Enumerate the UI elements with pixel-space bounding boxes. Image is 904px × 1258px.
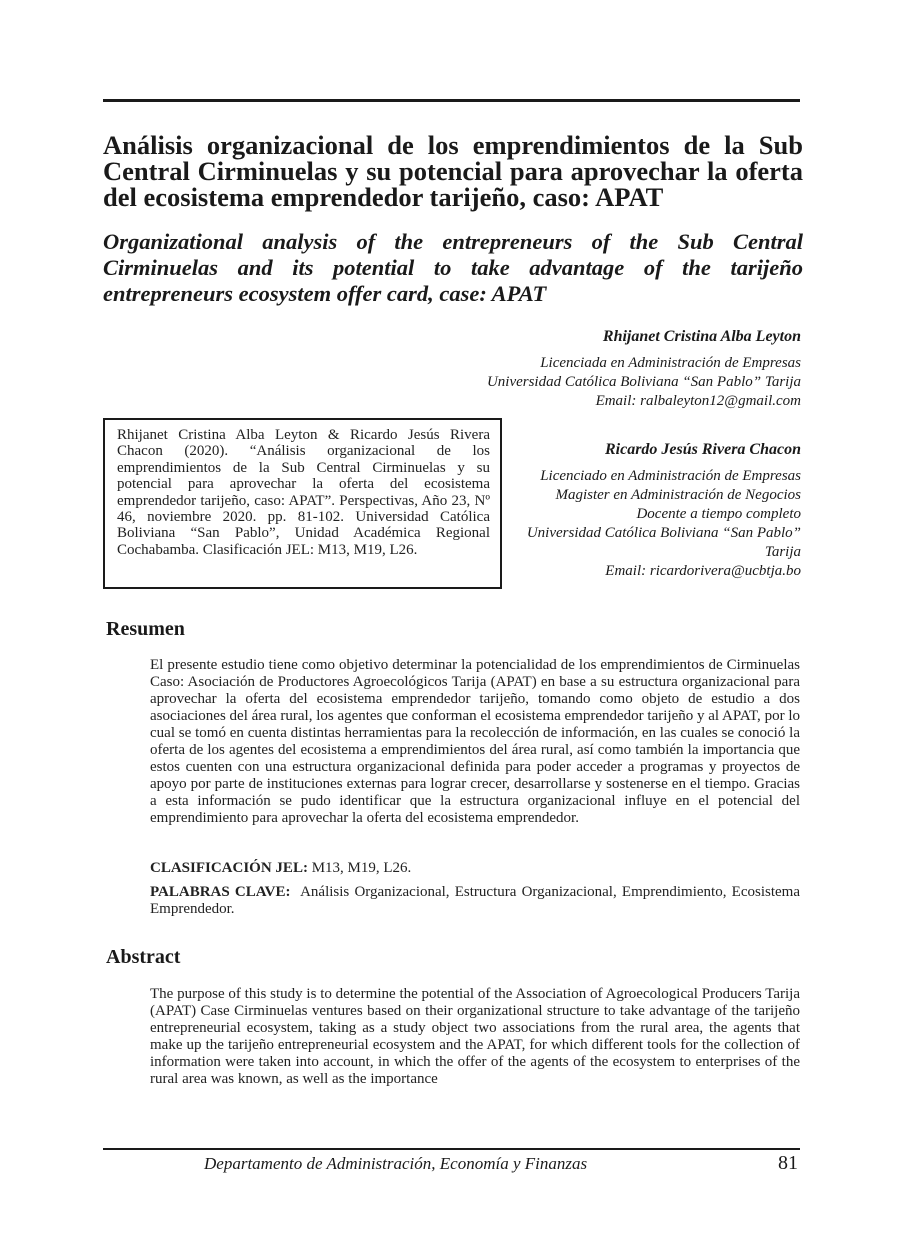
resumen-heading: Resumen [106, 618, 185, 640]
author-2-degree: Licenciado en Administración de Empresas [540, 468, 801, 484]
title-spanish: Análisis organizacional de los emprendimientos de la Sub Central Cirminuelas y su potencial para aprovechar la oferta del ecosistema emprendedor tarijeño, caso: APAT [103, 130, 803, 212]
keywords [150, 884, 800, 918]
top-rule [103, 99, 800, 102]
jel-label: CLASIFICACIÓN JEL: [150, 860, 308, 876]
jel-value: M13, M19, L26. [311, 860, 412, 876]
author-1-block [421, 327, 801, 411]
keywords-label: PALABRAS CLAVE: [150, 884, 291, 900]
resumen-text: El presente estudio tiene como objetivo determinar la potencialidad de los emprendimientos de Cirminuelas Caso: Asociación de Productores Agroecológicos Tarija (APAT) en base a su estructura organizacional para aprovechar la oferta del ecosistema emprendedor tarijeño, tomando como objeto de estudio a dos asociaciones del área rural, los agentes que conforman el ecosistema emprendedor tarijeño y al APAT, por lo cual se tomó en cuenta distintas herramientas para la recolección de información, en las cuales se conoció la oferta de los agentes del ecosistema a emprendimientos del área rural, así como también la importancia que estos cuenten con una estructura organizacional definida para poder acceder a programas y proyectos de apoyo por parte de instituciones externas para lograr crecer, desarrollarse y sostenerse en el tiempo. Gracias a esta información se pudo identificar que la estructura organizacional influye en el potencial del emprendimiento para aprovechar la oferta del ecosistema emprendedor. [150, 657, 800, 826]
author-2-role: Docente a tiempo completo [636, 506, 801, 522]
author-1-email: Email: ralbaleyton12@gmail.com [595, 393, 801, 409]
jel-classification [150, 860, 800, 877]
author-1-degree: Licenciada en Administración de Empresas [540, 355, 801, 371]
bottom-rule [103, 1148, 800, 1150]
author-1-name: Rhijanet Cristina Alba Leyton [602, 328, 801, 345]
citation-box: Rhijanet Cristina Alba Leyton & Ricardo Jesús Rivera Chacon (2020). “Análisis organizacional de los emprendimientos de la Sub Central Cirminuelas y su potencial para aprovechar la oferta del ecosistema emprendedor tarijeño, caso: APAT”. Perspectivas, Año 23, Nº 46, noviembre 2020. pp. 81-102. Universidad Católica Boliviana “San Pablo”, Unidad Académica Regional Cochabamba. Clasificación JEL: M13, M19, L26. [103, 418, 502, 589]
abstract-text: The purpose of this study is to determine the potential of the Association of Agroecological Producers Tarija (APAT) Case Cirminuelas ventures based on their organizational structure to take advantage of the tarijeño entrepreneurial ecosystem, taking as a study object two associations from the rural area, the agents that make up the tarijeño entrepreneurial ecosystem and the APAT, for which different tools for the collection of information were taken into account, in which the offer of the agents of the ecosystem to enterprises of the rural area was known, as well as the importance [150, 986, 800, 1087]
author-2-master: Magister en Administración de Negocios [555, 487, 801, 503]
author-2-block [501, 440, 801, 581]
author-1-university: Universidad Católica Boliviana “San Pablo” Tarija [486, 374, 801, 390]
footer-department: Departamento de Administración, Economía y Finanzas [204, 1154, 588, 1173]
author-2-university: Universidad Católica Boliviana “San Pablo” Tarija [526, 525, 801, 560]
keywords-value: Análisis Organizacional, Estructura Organizacional, Emprendimiento, Ecosistema Emprendedor. [150, 884, 800, 917]
author-2-name: Ricardo Jesús Rivera Chacon [604, 441, 801, 458]
abstract-heading: Abstract [106, 946, 181, 968]
page-number: 81 [778, 1152, 798, 1174]
author-2-email: Email: ricardorivera@ucbtja.bo [605, 563, 801, 579]
title-english: Organizational analysis of the entrepreneurs of the Sub Central Cirminuelas and its potential to take advantage of the tarijeño entrepreneurs ecosystem offer card, case: APAT [103, 229, 803, 306]
